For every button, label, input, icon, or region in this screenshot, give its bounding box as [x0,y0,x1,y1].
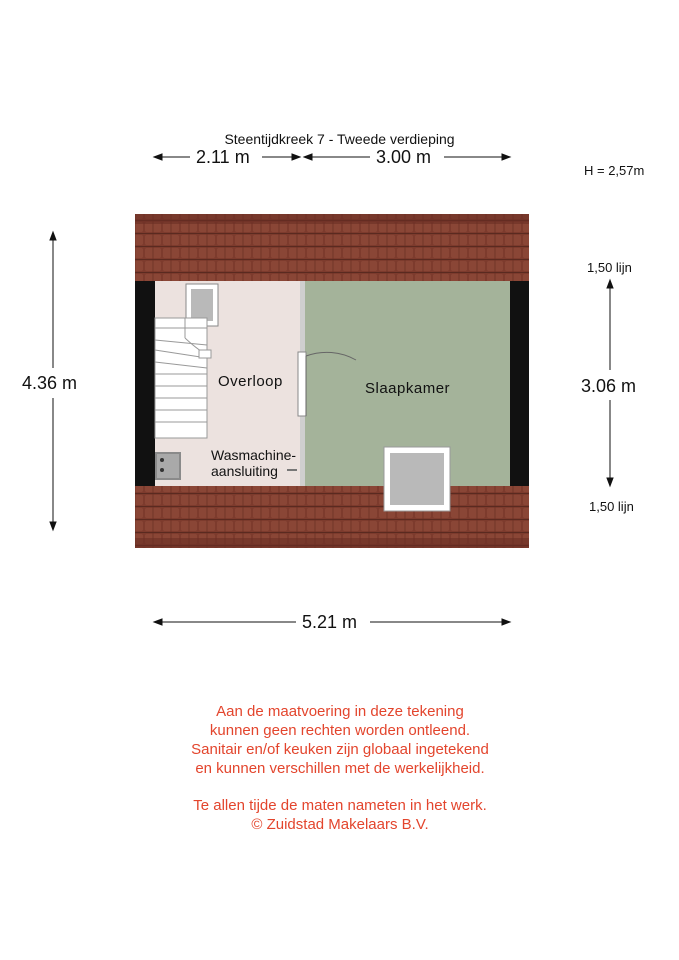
height-note: H = 2,57m [584,163,645,178]
disclaimer-line-3: Sanitair en/of keuken zijn globaal ingetekend [191,741,489,758]
dimension-right: 3.06 m [581,376,637,396]
plan-title: Steentijdkreek 7 - Tweede verdieping [224,131,455,147]
washer-label-line1: Wasmachine- [211,447,297,463]
washer-label [211,447,296,479]
disclaimer-line-4: en kunnen verschillen met de werkelijkheid. [195,760,485,777]
dimension-top-right: 3.00 m [376,147,432,167]
washer-label-line2: aansluiting [211,463,278,479]
disclaimer-footer [90,796,590,834]
staircase [155,318,211,438]
dimension-left: 4.36 m [22,373,78,393]
copyright-line: © Zuidstad Makelaars B.V. [251,816,429,833]
roof-ridge-bottom [135,538,529,548]
disclaimer-line-5: Te allen tijde de maten nameten in het werk. [193,797,487,814]
disclaimer-block [90,702,590,778]
washer-connection-icon [155,452,181,480]
room-label-slaapkamer: Slaapkamer [365,380,451,397]
dimension-note-top: 1,50 lijn [587,260,632,275]
room-label-overloop: Overloop [218,373,283,390]
roof-window-slaapkamer [384,447,450,511]
roof-ridge-top [135,214,529,224]
dimension-bottom: 5.21 m [302,612,358,632]
dimension-top-left: 2.11 m [196,147,250,167]
dimension-note-bottom: 1,50 lijn [589,499,634,514]
disclaimer-line-1: Aan de maatvoering in deze tekening [216,703,464,720]
disclaimer-line-2: kunnen geen rechten worden ontleend. [209,722,471,739]
